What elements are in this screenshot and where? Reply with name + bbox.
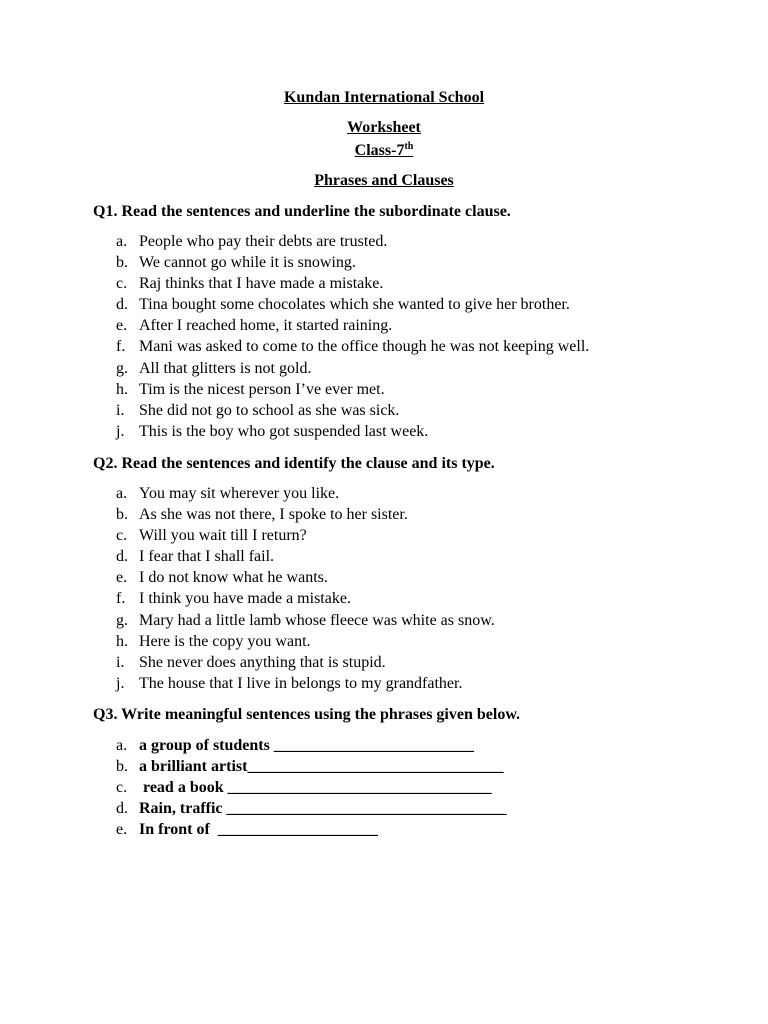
item-text: Tina bought some chocolates which she wanted to give her brother. (139, 296, 570, 314)
item-marker: d. (116, 800, 128, 818)
item-marker: f. (116, 590, 126, 608)
item-marker: j. (116, 422, 125, 440)
item-text: Mani was asked to come to the office though he was not keeping well. (139, 338, 590, 356)
item-text: Raj thinks that I have made a mistake. (139, 275, 384, 293)
item-text: She never does anything that is stupid. (139, 653, 386, 671)
item-text: All that glitters is not gold. (139, 359, 312, 377)
item-marker: f. (116, 338, 126, 356)
item-text: People who pay their debts are trusted. (139, 233, 388, 250)
item-text: Will you wait till I return? (139, 527, 307, 545)
class-text: Class-7 (354, 142, 405, 159)
worksheet-label: Worksheet (347, 119, 421, 136)
item-marker: a. (116, 233, 128, 250)
item-text: I do not know what he wants. (139, 569, 328, 587)
item-marker: g. (116, 611, 128, 629)
item-marker: b. (116, 758, 128, 776)
item-marker: d. (116, 548, 128, 566)
q1-title: Q1. Read the sentences and underline the subordinate clause. (93, 203, 511, 220)
item-marker: h. (116, 380, 128, 398)
item-text: The house that I live in belongs to my grandfather. (139, 674, 463, 692)
item-text: This is the boy who got suspended last week. (139, 422, 429, 440)
item-text: Mary had a little lamb whose fleece was white as snow. (139, 611, 495, 629)
class-label (0, 141, 768, 161)
item-text: As she was not there, I spoke to her sister. (139, 506, 408, 524)
item-text: She did not go to school as she was sick. (139, 401, 400, 419)
item-text: a group of students _________________________ (139, 737, 474, 754)
item-marker: i. (116, 653, 125, 671)
item-text: In front of ____________________ (139, 821, 378, 839)
item-text: a brilliant artist________________________________ (139, 758, 504, 776)
item-marker: e. (116, 569, 128, 587)
item-marker: c. (116, 779, 128, 797)
class-suffix: th (404, 141, 414, 152)
item-text: read a book _________________________________ (139, 779, 492, 797)
item-marker: a. (116, 737, 128, 754)
item-marker: i. (116, 401, 125, 419)
school-name: Kundan International School (283, 89, 485, 106)
item-marker: h. (116, 632, 128, 650)
item-text: I fear that I shall fail. (139, 548, 275, 566)
item-text: Tim is the nicest person I’ve ever met. (139, 380, 385, 398)
q2-title: Q2. Read the sentences and identify the clause and its type. (93, 455, 495, 472)
q3-title: Q3. Write meaningful sentences using the phrases given below. (93, 706, 520, 723)
item-text: You may sit wherever you like. (139, 485, 340, 502)
item-marker: c. (116, 275, 128, 293)
item-marker: b. (116, 506, 128, 524)
item-marker: e. (116, 821, 128, 839)
item-text: We cannot go while it is snowing. (139, 254, 356, 272)
item-marker: g. (116, 359, 128, 377)
item-marker: j. (116, 674, 125, 692)
item-marker: d. (116, 296, 128, 314)
item-marker: e. (116, 317, 128, 335)
item-text: Rain, traffic ___________________________________ (139, 800, 507, 818)
item-marker: b. (116, 254, 128, 272)
item-marker: c. (116, 527, 128, 545)
item-marker: a. (116, 485, 128, 502)
topic-title: Phrases and Clauses (314, 172, 454, 189)
item-text: I think you have made a mistake. (139, 590, 351, 608)
item-text: Here is the copy you want. (139, 632, 311, 650)
item-text: After I reached home, it started raining. (139, 317, 393, 335)
